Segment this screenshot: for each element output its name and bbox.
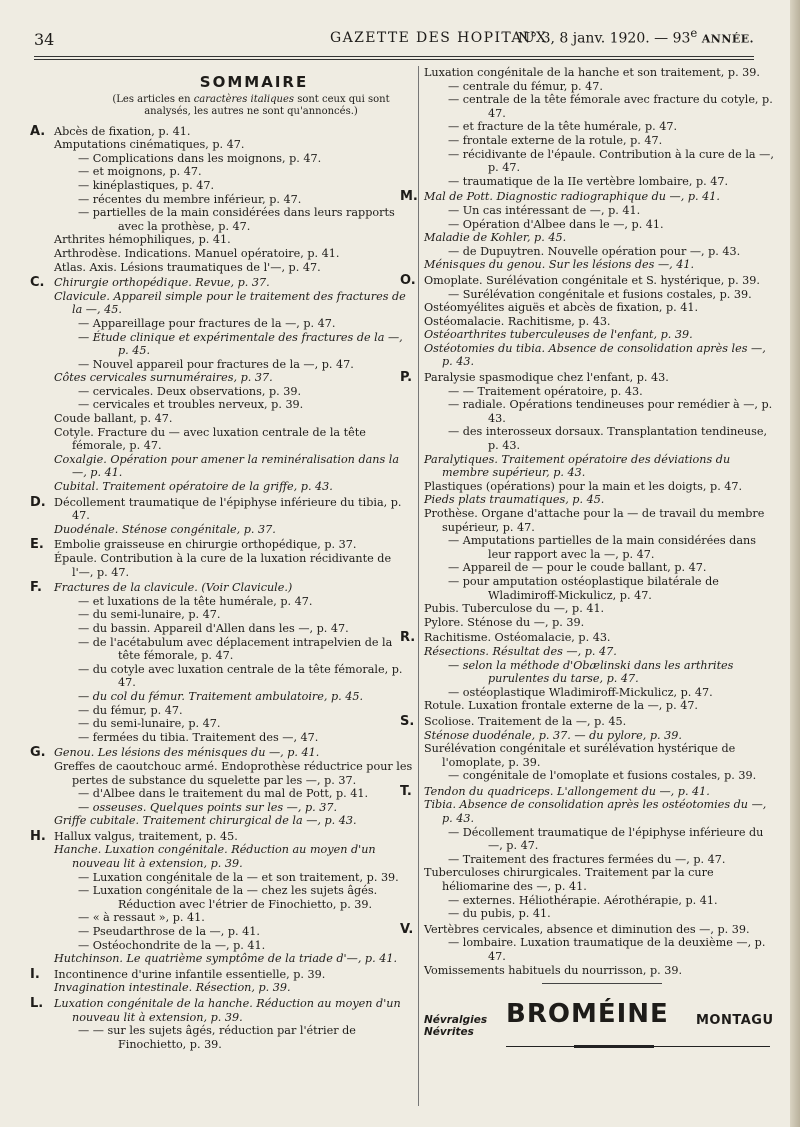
entry-text: Tibia. Absence de consolidation après les ostéotomies du —, p. 43. (424, 798, 767, 826)
index-entry (424, 245, 780, 259)
entry-text: Maladie de Kohler, p. 45. (424, 231, 567, 245)
index-entry (54, 165, 414, 179)
entry-text: Vomissements habituels du nourrisson, p. 39. (424, 963, 683, 977)
right-index-entries (400, 66, 780, 977)
entry-text: Embolie graisseuse en chirurgie orthopédique, p. 37. (54, 538, 357, 552)
index-entry (400, 921, 780, 937)
entry-text: Incontinence d'urine infantile essentielle, p. 39. (54, 967, 326, 981)
entry-text: Pubis. Tuberculose du —, p. 41. (424, 602, 605, 616)
entry-text: Sténose duodénale, p. 37. — du pylore, p. 39. (424, 728, 682, 742)
entry-text: — Étude clinique et expérimentale des fractures de la —, p. 45. (78, 330, 403, 358)
entry-text: Coxalgie. Opération pour amener la reminéralisation dans la —, p. 41. (54, 452, 400, 480)
entry-text: — « à ressaut », p. 41. (78, 911, 205, 925)
entry-text: — pour amputation ostéoplastique bilatérale de Wladimiroff-Mickulicz, p. 47. (448, 574, 719, 602)
entry-text: — cervicales et troubles nerveux, p. 39. (78, 398, 304, 412)
sommaire-note (88, 94, 414, 119)
entry-text: Mal de Pott. Diagnostic radiographique du —, p. 41. (424, 190, 720, 204)
section-letter: M. (400, 189, 418, 205)
index-entry (30, 580, 414, 596)
entry-text: — Appareil de — pour le coude ballant, p. 47. (448, 561, 707, 575)
entry-text: — Ostéochondrite de la —, p. 41. (78, 938, 266, 952)
section-rule (542, 983, 662, 984)
index-entry (54, 981, 414, 995)
header-rule-top (34, 56, 754, 57)
entry-text: Luxation congénitale de la hanche et son traitement, p. 39. (424, 66, 760, 79)
index-entry (54, 663, 414, 690)
index-entry (424, 534, 780, 561)
index-entry (54, 152, 414, 166)
index-entry (424, 686, 780, 700)
left-index-entries (30, 123, 414, 1052)
ad-maker: MONTAGU (696, 1013, 774, 1029)
section-letter: D. (30, 494, 46, 510)
index-entry (424, 385, 780, 399)
index-entry (424, 93, 780, 120)
ad-underline-bold (574, 1045, 654, 1048)
index-entry (400, 370, 780, 386)
section-letter: G. (30, 745, 46, 761)
entry-text: — des interosseux dorsaux. Transplantation tendineuse, p. 43. (448, 425, 768, 453)
entry-text: — du fémur, p. 47. (78, 703, 183, 717)
index-entry (424, 907, 780, 921)
index-entry (424, 301, 780, 315)
entry-text: — congénitale de l'omoplate et fusions costales, p. 39. (448, 769, 757, 783)
section-letter: R. (400, 630, 416, 646)
note-italic: caractères italiques (193, 93, 295, 105)
index-entry (30, 537, 414, 553)
entry-text: — centrale du fémur, p. 47. (448, 79, 603, 93)
index-entry (424, 507, 780, 534)
index-entry (424, 315, 780, 329)
index-entry (424, 148, 780, 175)
entry-text: Rachitisme. Ostéomalacie, p. 43. (424, 631, 611, 645)
index-entry (424, 798, 780, 825)
section-letter: C. (30, 275, 45, 291)
entry-text: Pieds plats traumatiques, p. 45. (424, 493, 605, 507)
index-entry (424, 480, 780, 494)
entry-text: Paralytiques. Traitement opératoire des déviations du membre supérieur, p. 43. (424, 452, 731, 480)
ad-line-nevralgies: Névralgies (424, 1014, 488, 1027)
entry-text: — d'Albee dans le traitement du mal de Pott, p. 41. (78, 787, 369, 801)
index-entry (54, 801, 414, 815)
header-rule-bottom (34, 59, 754, 60)
entry-text: — — sur les sujets âgés, réduction par l'étrier de Finochietto, p. 39. (78, 1024, 356, 1051)
index-entry (424, 328, 780, 342)
entry-text: Côtes cervicales surnuméraires, p. 37. (54, 371, 273, 385)
index-entry (54, 939, 414, 953)
index-entry (54, 179, 414, 193)
index-entry (424, 742, 780, 769)
entry-text: Coude ballant, p. 47. (54, 412, 173, 426)
entry-text: Plastiques (opérations) pour la main et les doigts, p. 47. (424, 479, 743, 493)
entry-text: Hutchinson. Le quatrième symptôme de la triade d'—, p. 41. (54, 952, 397, 966)
index-entry (424, 659, 780, 686)
entry-text: — du col du fémur. Traitement ambulatoire, p. 45. (78, 689, 364, 703)
index-entry (54, 783, 414, 801)
entry-text: — — Traitement opératoire, p. 43. (448, 384, 643, 398)
index-entry (424, 769, 780, 783)
index-entry (54, 331, 414, 358)
entry-text: Ostéomyélites aiguës et abcès de fixation, p. 41. (424, 301, 699, 315)
entry-text: — partielles de la main considérées dans leurs rapports avec la prothèse, p. 47. (78, 206, 395, 233)
index-entry (54, 814, 414, 828)
issue-info (518, 26, 754, 47)
entry-text: Griffe cubitale. Traitement chirurgical de la —, p. 43. (54, 814, 357, 828)
issue-text: N° 3, 8 janv. 1920. — 93 (517, 30, 691, 47)
entry-text: — lombaire. Luxation traumatique de la deuxième —, p. 47. (448, 936, 766, 963)
section-letter: E. (30, 537, 44, 553)
index-entry (424, 175, 780, 189)
entry-text: — Amputations partielles de la main considérées dans leur rapport avec la —, p. 47. (448, 534, 756, 561)
entry-text: Ostéomalacie. Rachitisme, p. 43. (424, 314, 611, 328)
ad-line-nevrites: Névrites (424, 1026, 474, 1039)
index-entry (54, 233, 414, 247)
entry-text: Greffes de caoutchouc armé. Endoprothèse réductrice pour les pertes de substance du squelette par les —, p. 37. (54, 759, 413, 787)
bromeine-advertisement (424, 998, 780, 1058)
entry-text: — et fracture de la tête humérale, p. 47. (448, 120, 678, 134)
index-entry (54, 206, 414, 233)
section-letter: S. (400, 713, 415, 729)
index-entry (54, 385, 414, 399)
index-entry (54, 595, 414, 609)
entry-text: Luxation congénitale de la hanche. Réduction au moyen d'un nouveau lit à extension, p. 39. (54, 997, 401, 1024)
index-entry (424, 342, 780, 369)
index-entry (54, 371, 414, 385)
index-entry (400, 630, 780, 646)
entry-text: — de l'acétabulum avec déplacement intrapelvien de la tête fémorale, p. 47. (78, 635, 393, 663)
index-entry (424, 398, 780, 425)
index-entry (424, 258, 780, 272)
entry-text: Hanche. Luxation congénitale. Réduction au moyen d'un nouveau lit à extension, p. 39. (54, 843, 376, 871)
entry-text: — Un cas intéressant de —, p. 41. (448, 203, 641, 217)
index-entry (424, 602, 780, 616)
entry-text: — Luxation congénitale de la — chez les sujets âgés. Réduction avec l'étrier de Finochietto, p. 39. (78, 884, 378, 911)
index-entry (54, 608, 414, 622)
index-entry (54, 760, 414, 787)
entry-text: Pylore. Sténose du —, p. 39. (424, 615, 585, 629)
index-entry (54, 317, 414, 331)
entry-text: — osseuses. Quelques points sur les —, p. 37. (78, 800, 338, 814)
index-entry (424, 218, 780, 232)
journal-title: GAZETTE DES HOPITAUX (330, 30, 548, 46)
index-entry (400, 713, 780, 729)
note-post: sont ceux qui sont analysés, les autres ne sont qu'annoncés.) (144, 93, 390, 118)
index-entry (424, 425, 780, 452)
index-entry (424, 853, 780, 867)
index-entry (30, 123, 414, 139)
entry-text: Cubital. Traitement opératoire de la griffe, p. 43. (54, 480, 333, 494)
entry-text: Omoplate. Surélévation congénitale et S. hystérique, p. 39. (424, 273, 760, 287)
entry-text: — radiale. Opérations tendineuses pour remédier à —, p. 43. (448, 398, 773, 425)
index-entry (54, 412, 414, 426)
index-entry (54, 690, 414, 704)
entry-text: — centrale de la tête fémorale avec fracture du cotyle, p. 47. (448, 93, 773, 120)
entry-text: — ostéoplastique Wladimiroff-Mickulicz, p. 47. (448, 685, 713, 699)
entry-text: — fermées du tibia. Traitement des —, 47. (78, 730, 319, 744)
page-number: 34 (34, 30, 55, 49)
entry-text: Prothèse. Organe d'attache pour la — de travail du membre supérieur, p. 47. (424, 507, 765, 534)
index-entry (54, 426, 414, 453)
index-entry (424, 80, 780, 94)
index-entry (424, 575, 780, 602)
entry-text: — cervicales. Deux observations, p. 39. (78, 384, 302, 398)
section-letter: L. (30, 996, 44, 1011)
index-entry (424, 231, 780, 245)
index-entry (30, 828, 414, 844)
ad-brand: BROMÉINE (506, 999, 669, 1030)
index-entry (54, 871, 414, 885)
index-entry (400, 783, 780, 799)
entry-text: Tendon du quadriceps. L'allongement du —, p. 41. (424, 784, 710, 798)
index-entry (30, 272, 416, 291)
section-letter: F. (30, 580, 42, 596)
index-entry (30, 966, 414, 982)
entry-text: Fractures de la clavicule. (Voir Clavicule.) (54, 581, 293, 595)
index-entry (424, 288, 780, 302)
entry-text: Genou. Les lésions des ménisques du —, p. 41. (54, 746, 320, 760)
index-entry (54, 290, 414, 317)
entry-text: — externes. Héliothérapie. Aérothérapie, p. 41. (448, 893, 718, 907)
index-entry (424, 699, 780, 713)
section-letter: A. (30, 123, 46, 139)
index-entry (424, 936, 780, 963)
entry-text: Résections. Résultat des —, p. 47. (424, 644, 617, 658)
entry-text: — du bassin. Appareil d'Allen dans les —, p. 47. (78, 621, 349, 635)
index-entry (54, 398, 414, 412)
entry-text: Paralysie spasmodique chez l'enfant, p. 43. (424, 371, 669, 385)
index-entry (54, 884, 414, 911)
section-letter: O. (400, 272, 416, 288)
left-column (30, 70, 414, 1051)
index-entry (54, 952, 414, 966)
entry-text: Invagination intestinale. Résection, p. 39. (54, 981, 291, 995)
issue-suffix: e (690, 26, 698, 40)
entry-text: — du semi-lunaire, p. 47. (78, 717, 221, 731)
index-entry (424, 826, 780, 853)
index-entry (54, 921, 414, 939)
entry-text: Ostéoarthrites tuberculeuses de l'enfant, p. 39. (424, 328, 693, 342)
entry-text: — Nouvel appareil pour fractures de la —, p. 47. (78, 357, 354, 371)
entry-text: Scoliose. Traitement de la —, p. 45. (424, 714, 627, 728)
entry-text: Tuberculoses chirurgicales. Traitement par la cure héliomarine des —, p. 41. (424, 866, 714, 894)
entry-text: Arthrodèse. Indications. Manuel opératoire, p. 41. (54, 246, 340, 260)
entry-text: Décollement traumatique de l'épiphyse inférieure du tibia, p. 47. (54, 495, 402, 523)
entry-text: — frontale externe de la rotule, p. 47. (448, 133, 663, 147)
index-entry (424, 645, 780, 659)
entry-text: — récidivante de l'épaule. Contribution à la cure de la —, p. 47. (448, 147, 774, 175)
entry-text: Atlas. Axis. Lésions traumatiques de l'—, p. 47. (54, 260, 321, 274)
entry-text: — Appareillage pour fractures de la —, p. 47. (78, 316, 336, 330)
index-entry (54, 247, 414, 261)
sommaire-title: SOMMAIRE (199, 73, 309, 91)
index-entry (424, 866, 780, 893)
section-letter: P. (400, 370, 413, 386)
index-entry (54, 1024, 414, 1051)
index-entry (54, 358, 414, 372)
entry-text: Amputations cinématiques, p. 47. (54, 138, 245, 152)
entry-text: Chirurgie orthopédique. Revue, p. 37. (54, 276, 270, 290)
index-entry (424, 894, 780, 908)
entry-text: Abcès de fixation, p. 41. (54, 124, 191, 138)
index-entry (424, 561, 780, 575)
entry-text: — Pseudarthrose de la —, p. 41. (78, 925, 260, 939)
index-entry (30, 996, 414, 1024)
entry-text: Clavicule. Appareil simple pour le traitement des fractures de la —, 45. (54, 289, 406, 317)
index-entry (424, 493, 780, 507)
entry-text: — kinéplastiques, p. 47. (78, 178, 215, 192)
index-entry (54, 713, 415, 731)
entry-text: Ostéotomies du tibia. Absence de consolidation après les —, p. 43. (424, 341, 766, 369)
entry-text: — Surélévation congénitale et fusions costales, p. 39. (448, 287, 752, 301)
page-edge (790, 0, 800, 1127)
entry-text: Épaule. Contribution à la cure de la luxation récidivante de l'—, p. 47. (54, 552, 392, 579)
entry-text: — du semi-lunaire, p. 47. (78, 608, 221, 622)
note-pre: (Les articles en (112, 93, 194, 105)
index-entry (400, 189, 780, 205)
entry-text: — récentes du membre inférieur, p. 47. (78, 192, 302, 206)
entry-text: Surélévation congénitale et surélévation hystérique de l'omoplate, p. 39. (424, 742, 736, 769)
index-entry (54, 843, 414, 870)
entry-text: — traumatique de la IIe vertèbre lombaire, p. 47. (448, 174, 729, 188)
index-entry (54, 480, 414, 494)
index-entry (54, 261, 414, 275)
page-header (34, 24, 754, 49)
index-entry (54, 138, 414, 152)
index-entry (424, 134, 780, 148)
section-letter: H. (30, 828, 46, 844)
entry-text: — du pubis, p. 41. (448, 907, 551, 921)
index-entry (424, 120, 780, 134)
entry-text: Arthrites hémophiliques, p. 41. (54, 233, 231, 247)
entry-text: Vertèbres cervicales, absence et diminution des —, p. 39. (424, 922, 750, 936)
entry-text: — du cotyle avec luxation centrale de la tête fémorale, p. 47. (78, 662, 403, 690)
entry-text: — et luxations de la tête humérale, p. 47. (78, 594, 313, 608)
index-entry (54, 622, 414, 636)
index-entry (30, 494, 414, 523)
entry-text: Cotyle. Fracture du — avec luxation centrale de la tête fémorale, p. 47. (54, 425, 366, 453)
index-entry (54, 552, 414, 579)
index-entry (54, 704, 414, 718)
ad-indications (424, 1014, 487, 1038)
entry-text: — selon la méthode d'Obælinski dans les arthrites purulentes du tarse, p. 47. (448, 658, 734, 686)
index-entry (54, 636, 414, 663)
entry-text: — Luxation congénitale de la — et son traitement, p. 39. (78, 870, 399, 884)
right-column (400, 66, 780, 1058)
column-separator (418, 66, 419, 1106)
index-entry (424, 964, 780, 978)
index-entry (54, 911, 414, 925)
index-entry (424, 616, 780, 630)
entry-text: — Opération d'Albee dans le —, p. 41. (448, 217, 664, 231)
index-entry (424, 453, 780, 480)
index-entry (424, 204, 780, 218)
entry-text: Ménisques du genou. Sur les lésions des —, 41. (424, 258, 695, 272)
section-letter: V. (400, 921, 414, 937)
section-letter: I. (30, 966, 40, 982)
entry-text: — et moignons, p. 47. (78, 165, 202, 179)
entry-text: Duodénale. Sténose congénitale, p. 37. (54, 522, 276, 536)
index-entry (54, 523, 414, 537)
index-entry (30, 745, 414, 761)
entry-text: — Complications dans les moignons, p. 47. (78, 151, 322, 165)
entry-text: — de Dupuytren. Nouvelle opération pour —, p. 43. (448, 244, 741, 258)
entry-text: — Décollement traumatique de l'épiphyse inférieure du —, p. 47. (448, 825, 764, 853)
section-letter: T. (400, 783, 412, 799)
index-entry (54, 193, 414, 207)
entry-text: Hallux valgus, traitement, p. 45. (54, 829, 238, 843)
entry-text: — Traitement des fractures fermées du —, p. 47. (448, 852, 726, 866)
index-entry (54, 731, 414, 745)
index-entry (54, 453, 414, 480)
issue-annee: ANNÉE. (701, 32, 754, 46)
index-entry (424, 66, 780, 80)
entry-text: Rotule. Luxation frontale externe de la —, p. 47. (424, 699, 698, 713)
index-entry (424, 729, 780, 743)
index-entry (400, 272, 780, 288)
